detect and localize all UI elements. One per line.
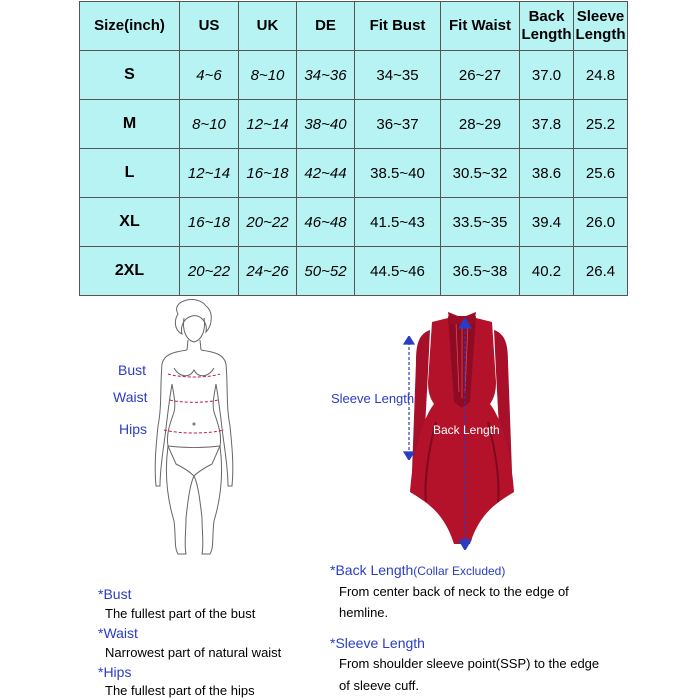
table-row xyxy=(80,198,628,247)
body-outline-figure xyxy=(140,296,250,556)
bust-definition-text: The fullest part of the bust xyxy=(105,606,256,621)
table-row xyxy=(80,247,628,296)
header-fit-waist: Fit Waist xyxy=(441,2,520,51)
back-length-definition-heading xyxy=(330,562,505,578)
back-length-definition-line1: From center back of neck to the edge of xyxy=(339,584,569,599)
cell-de: 46~48 xyxy=(297,198,355,247)
size-chart-table xyxy=(79,1,628,296)
header-back-length xyxy=(520,2,574,51)
cell-back-length: 40.2 xyxy=(520,247,574,296)
table-row xyxy=(80,100,628,149)
hips-definition-text: The fullest part of the hips xyxy=(105,683,255,698)
cell-fit-waist: 26~27 xyxy=(441,51,520,100)
cell-de: 38~40 xyxy=(297,100,355,149)
cell-sleeve-length: 26.4 xyxy=(574,247,628,296)
cell-fit-waist: 33.5~35 xyxy=(441,198,520,247)
cell-de: 50~52 xyxy=(297,247,355,296)
header-us: US xyxy=(180,2,239,51)
collar-excluded-note: (Collar Excluded) xyxy=(413,564,506,578)
sleeve-length-definition-line2: of sleeve cuff. xyxy=(339,678,419,693)
waist-definition-heading: *Waist xyxy=(98,625,138,641)
waist-definition-text: Narrowest part of natural waist xyxy=(105,645,282,660)
cell-us: 4~6 xyxy=(180,51,239,100)
header-de: DE xyxy=(297,2,355,51)
cell-back-length: 37.0 xyxy=(520,51,574,100)
header-sleeve-length-line1: Sleeve xyxy=(576,8,625,25)
header-back-length-line1: Back xyxy=(528,8,565,25)
hips-definition-heading: *Hips xyxy=(98,664,132,680)
cell-back-length: 38.6 xyxy=(520,149,574,198)
back-length-heading-text: *Back Length xyxy=(330,562,414,578)
cell-fit-bust: 38.5~40 xyxy=(355,149,441,198)
bust-definition-heading: *Bust xyxy=(98,586,132,602)
cell-us: 20~22 xyxy=(180,247,239,296)
cell-size: L xyxy=(80,149,180,198)
waist-label: Waist xyxy=(113,389,148,405)
cell-uk: 20~22 xyxy=(239,198,297,247)
bust-label: Bust xyxy=(118,362,147,378)
cell-sleeve-length: 26.0 xyxy=(574,198,628,247)
cell-size: 2XL xyxy=(80,247,180,296)
table-header-row xyxy=(80,2,628,51)
cell-back-length: 37.8 xyxy=(520,100,574,149)
cell-fit-waist: 28~29 xyxy=(441,100,520,149)
cell-fit-waist: 36.5~38 xyxy=(441,247,520,296)
cell-uk: 16~18 xyxy=(239,149,297,198)
cell-fit-bust: 34~35 xyxy=(355,51,441,100)
sleeve-length-definition-line1: From shoulder sleeve point(SSP) to the edge xyxy=(339,656,600,671)
cell-fit-bust: 44.5~46 xyxy=(355,247,441,296)
table-row xyxy=(80,51,628,100)
cell-back-length: 39.4 xyxy=(520,198,574,247)
cell-uk: 8~10 xyxy=(239,51,297,100)
cell-us: 8~10 xyxy=(180,100,239,149)
sleeve-length-label: Sleeve Length xyxy=(331,391,415,406)
sleeve-length-definition-heading: *Sleeve Length xyxy=(330,635,425,651)
cell-de: 42~44 xyxy=(297,149,355,198)
table-row xyxy=(80,149,628,198)
cell-uk: 24~26 xyxy=(239,247,297,296)
cell-sleeve-length: 24.8 xyxy=(574,51,628,100)
header-sleeve-length xyxy=(574,2,628,51)
header-back-length-line2: Length xyxy=(521,26,572,43)
cell-size: M xyxy=(80,100,180,149)
cell-size: S xyxy=(80,51,180,100)
header-uk: UK xyxy=(239,2,297,51)
cell-de: 34~36 xyxy=(297,51,355,100)
cell-us: 12~14 xyxy=(180,149,239,198)
cell-fit-bust: 36~37 xyxy=(355,100,441,149)
cell-fit-bust: 41.5~43 xyxy=(355,198,441,247)
cell-size: XL xyxy=(80,198,180,247)
hips-label: Hips xyxy=(119,421,148,437)
back-length-definition-line2: hemline. xyxy=(339,605,389,620)
header-sleeve-length-line2: Length xyxy=(575,26,626,43)
cell-us: 16~18 xyxy=(180,198,239,247)
cell-sleeve-length: 25.2 xyxy=(574,100,628,149)
cell-uk: 12~14 xyxy=(239,100,297,149)
back-length-label: Back Length xyxy=(433,423,500,437)
cell-sleeve-length: 25.6 xyxy=(574,149,628,198)
cell-fit-waist: 30.5~32 xyxy=(441,149,520,198)
header-fit-bust: Fit Bust xyxy=(355,2,441,51)
header-size: Size(inch) xyxy=(80,2,180,51)
